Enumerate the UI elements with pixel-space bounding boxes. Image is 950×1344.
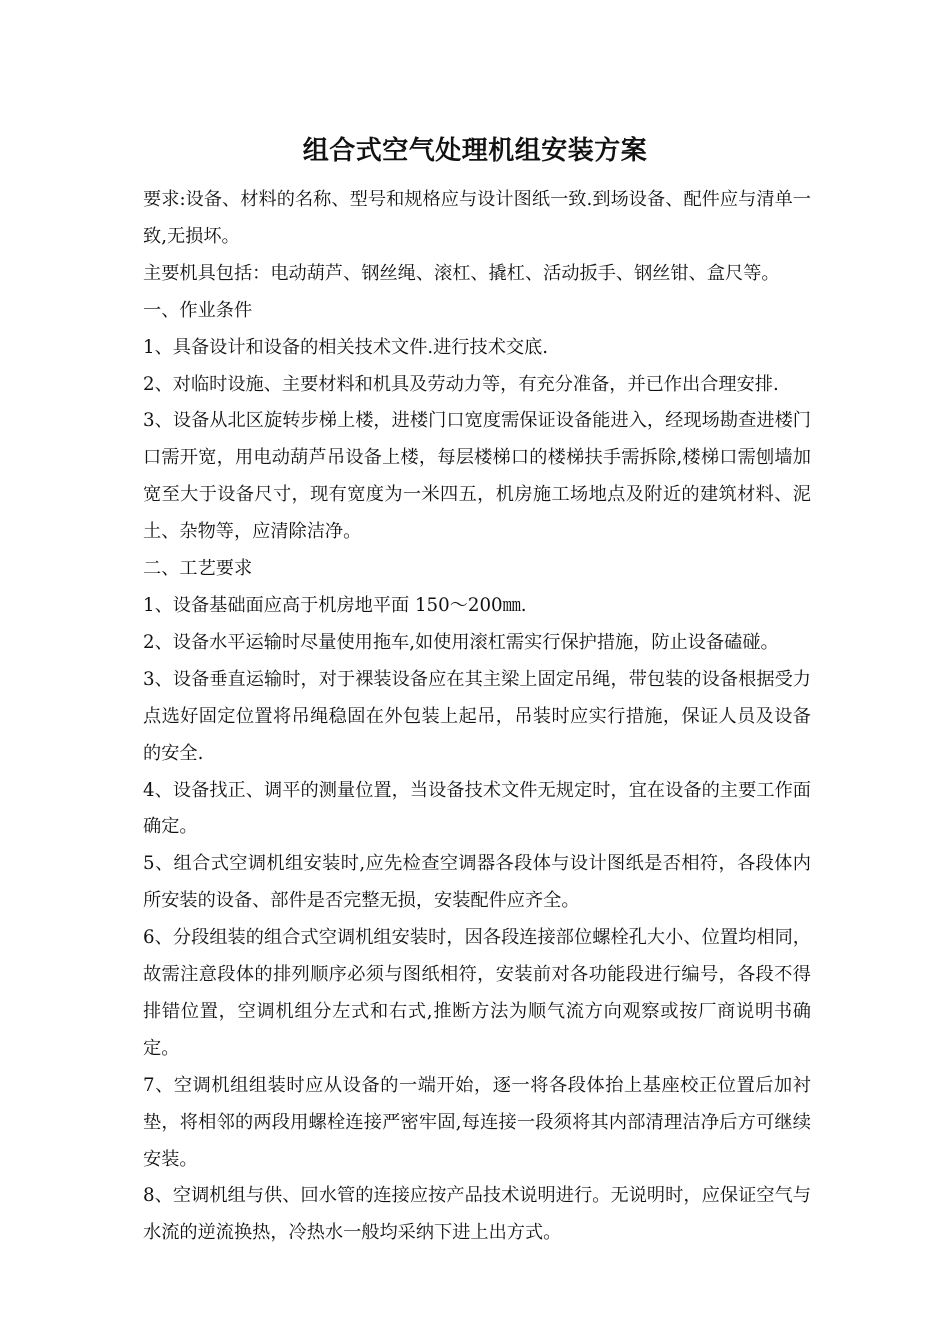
document-body (143, 182, 811, 1252)
paragraph-process-3: 3、设备垂直运输时，对于裸装设备应在其主梁上固定吊绳，带包装的设备根据受力点选好固定位置将吊绳稳固在外包装上起吊，吊装时应实行措施，保证人员及设备的安全. (143, 668, 811, 764)
paragraph-condition-2: 2、对临时设施、主要材料和机具及劳动力等，有充分准备，并已作出合理安排. (143, 373, 779, 395)
document-title: 组合式空气处理机组安装方案 (302, 136, 648, 166)
paragraph-condition-1: 1、具备设计和设备的相关技术文件.进行技术交底. (143, 336, 549, 358)
paragraph-requirements: 要求:设备、材料的名称、型号和规格应与设计图纸一致.到场设备、配件应与清单一致,无损坏。 (143, 189, 811, 247)
paragraph-process-8: 8、空调机组与供、回水管的连接应按产品技术说明进行。无说明时，应保证空气与水流的逆流换热，冷热水一般均采纳下进上出方式。 (143, 1185, 811, 1244)
paragraph-process-6: 6、分段组装的组合式空调机组安装时，因各段连接部位螺栓孔大小、位置均相同，故需注意段体的排列顺序必须与图纸相符，安装前对各功能段进行编号，各段不得排错位置，空调机组分左式和右式,推断方法为顺气流方向观察或按厂商说明书确定。 (143, 927, 811, 1059)
paragraph-process-1: 1、设备基础面应高于机房地平面 150～200㎜. (143, 594, 527, 616)
section-heading-conditions: 一、作业条件 (143, 299, 253, 321)
paragraph-process-7: 7、空调机组组装时应从设备的一端开始，逐一将各段体抬上基座校正位置后加衬垫，将相邻的两段用螺栓连接严密牢固,每连接一段须将其内部清理洁净后方可继续安装。 (143, 1074, 811, 1170)
paragraph-process-5: 5、组合式空调机组安装时,应先检查空调器各段体与设计图纸是否相符，各段体内所安装的设备、部件是否完整无损，安装配件应齐全。 (143, 853, 811, 912)
paragraph-tools: 主要机具包括：电动葫芦、钢丝绳、滚杠、撬杠、活动扳手、钢丝钳、盒尺等。 (143, 262, 780, 284)
paragraph-condition-3: 3、设备从北区旋转步梯上楼，进楼门口宽度需保证设备能进入，经现场勘查进楼门口需开宽，用电动葫芦吊设备上楼，每层楼梯口的楼梯扶手需拆除,楼梯口需刨墙加宽至大于设备尺寸，现有宽度为一米四五，机房施工场地点及附近的建筑材料、泥土、杂物等，应清除洁净。 (143, 410, 811, 543)
paragraph-process-4: 4、设备找正、调平的测量位置，当设备技术文件无规定时，宜在设备的主要工作面确定。 (143, 779, 811, 838)
paragraph-process-2: 2、设备水平运输时尽量使用拖车,如使用滚杠需实行保护措施，防止设备磕碰。 (143, 631, 779, 653)
section-heading-process: 二、工艺要求 (143, 558, 253, 580)
